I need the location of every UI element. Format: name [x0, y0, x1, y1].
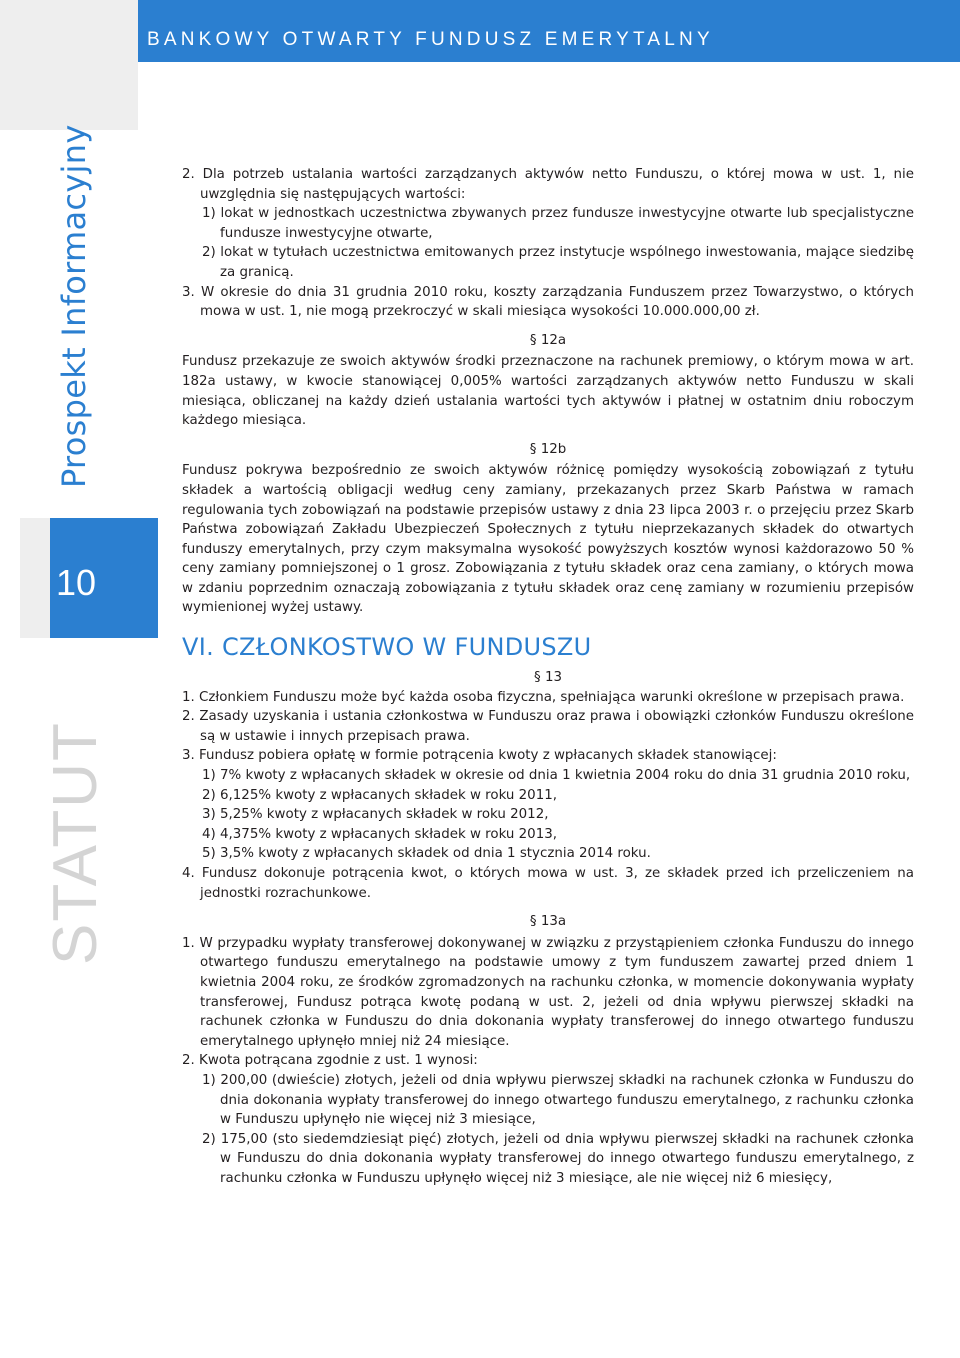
chapter-heading: VI. CZŁONKOSTWO W FUNDUSZU: [182, 633, 592, 662]
page-number: 10: [56, 562, 97, 603]
section-label: STATUT: [41, 721, 110, 965]
vertical-document-title: Prospekt Informacyjny: [55, 124, 93, 488]
list-item: 2. Kwota potrącana zgodnie z ust. 1 wynosi:: [182, 1053, 478, 1069]
sidebar: [0, 0, 138, 1358]
section-mark-13: § 13: [534, 670, 562, 686]
list-item: 3) 5,25% kwoty z wpłacanych składek w roku 2012,: [202, 807, 549, 823]
section-mark-12b: § 12b: [529, 441, 567, 457]
list-item: 1. W przypadku wypłaty transferowej dokonywanej w związku z przystąpieniem członka Funduszu do innego otwartego funduszu emerytalnego na podstawie umowy z tym funduszem zawartej przed dniem 1 kwietnia 2004 roku, ze środków zgromadzonych na rachunku członka, w momencie dokonywania wypłaty transferowej, Fundusz potrąca kwotę podaną w ust. 2, jeżeli od dnia wpływu pierwszej składki na rachunek członka w Funduszu do dnia dokonania wypłaty transferowej do innego otwartego funduszu emerytalnego upłynęło mniej niż 24 miesiące.: [182, 935, 914, 1049]
sidebar-top-panel: [0, 0, 138, 130]
section-mark-13a: § 13a: [529, 914, 567, 930]
list-item: 2) 6,125% kwoty z wpłacanych składek w roku 2011,: [202, 787, 558, 803]
list-item: 3. Fundusz pobiera opłatę w formie potrącenia kwoty z wpłacanych składek stanowiącej:: [182, 748, 777, 764]
section-mark-12a: § 12a: [529, 332, 567, 348]
paragraph: 2. Dla potrzeb ustalania wartości zarządzanych aktywów netto Funduszu, o której mowa w ust. 1, nie uwzględnia się następujących wartości:: [182, 167, 914, 202]
list-item: 1. Członkiem Funduszu może być każda osoba fizyczna, spełniająca warunki określone w przepisach prawa.: [182, 689, 905, 705]
list-item: 1) lokat w jednostkach uczestnictwa zbywanych przez fundusze inwestycyjne otwarte lub specjalistyczne fundusze inwestycyjne otwarte,: [202, 206, 914, 241]
paragraph: Fundusz pokrywa bezpośrednio ze swoich aktywów różnicę pomiędzy wysokością zobowiązań z tytułu składek a wartością obligacji według ceny zamiany, przekazanych przez Skarb Państwa w ramach regulowania tych zobowiązań na podstawie przepisów ustawy z dnia 23 lipca 2003 r. o przejęciu przez Skarb Państwa zobowiązań Zakładu Ubezpieczeń Społecznych z tytułu nieprzekazanych składek do otwartych funduszy emerytalnych, przy czym maksymalna wysokość powyższych kosztów wynosi każdorazowo 50 % ceny zamiany pomniejszonej o 1 grosz. Zobowiązania z tytułu składek oraz cena zamiany, o których mowa w zdaniu poprzednim oznaczają zobowiązania z tytułu składek oraz cenę zamiany w rozumieniu przepisów wymienionej wyżej ustawy.: [182, 463, 914, 616]
list-item: 1) 7% kwoty z wpłacanych składek w okresie od dnia 1 kwietnia 2004 roku do dnia 31 grudnia 2010 roku,: [202, 768, 911, 784]
list-item: 4. Fundusz dokonuje potrącenia kwot, o których mowa w ust. 3, ze składek przed ich przeliczeniem na jednostki rozrachunkowe.: [182, 866, 914, 901]
list-item: 4) 4,375% kwoty z wpłacanych składek w roku 2013,: [202, 826, 558, 842]
list-item: 2) 175,00 (sto siedemdziesiąt pięć) złotych, jeżeli od dnia wpływu pierwszej składki na rachunek członka w Funduszu do dnia dokonania wypłaty transferowej do innego otwartego funduszu emerytalnego, z rachunku członka w Funduszu upłynęło więcej niż 3 miesiące, ale nie więcej niż 6 miesięcy,: [202, 1131, 914, 1186]
paragraph: Fundusz przekazuje ze swoich aktywów środki przeznaczone na rachunek premiowy, o którym mowa w art. 182a ustawy, w kwocie stanowiącej 0,005% wartości zarządzanych aktywów netto Funduszu w skali miesiąca, obliczanej na każdy dzień ustalania wartości tych aktywów i płatnej w ostatnim dniu roboczym każdego miesiąca.: [182, 354, 914, 429]
list-item: 1) 200,00 (dwieście) złotych, jeżeli od dnia wpływu pierwszej składki na rachunek członka w Funduszu do dnia dokonania wypłaty transferowej do innego otwartego funduszu emerytalnego, z rachunku członka w Funduszu upłynęło nie więcej niż 3 miesiące,: [202, 1072, 914, 1128]
list-item: 2) lokat w tytułach uczestnictwa emitowanych przez instytucje wspólnego inwestowania, mające siedzibę za granicą.: [202, 245, 914, 280]
list-item: 2. Zasady uzyskania i ustania członkostwa w Funduszu oraz prawa i obowiązki członków Funduszu określone są w ustawie i innych przepisach prawa.: [182, 709, 914, 744]
paragraph: 3. W okresie do dnia 31 grudnia 2010 roku, koszty zarządzania Funduszem przez Towarzystwo, o których mowa w ust. 1, nie mogą przekroczyć w skali miesiąca wysokości 10.000.000,00 zł.: [182, 284, 914, 320]
list-item: 5) 3,5% kwoty z wpłacanych składek od dnia 1 stycznia 2014 roku.: [202, 846, 651, 862]
header-title: BANKOWY OTWARTY FUNDUSZ EMERYTALNY: [147, 29, 714, 50]
document-body: [182, 165, 914, 1189]
